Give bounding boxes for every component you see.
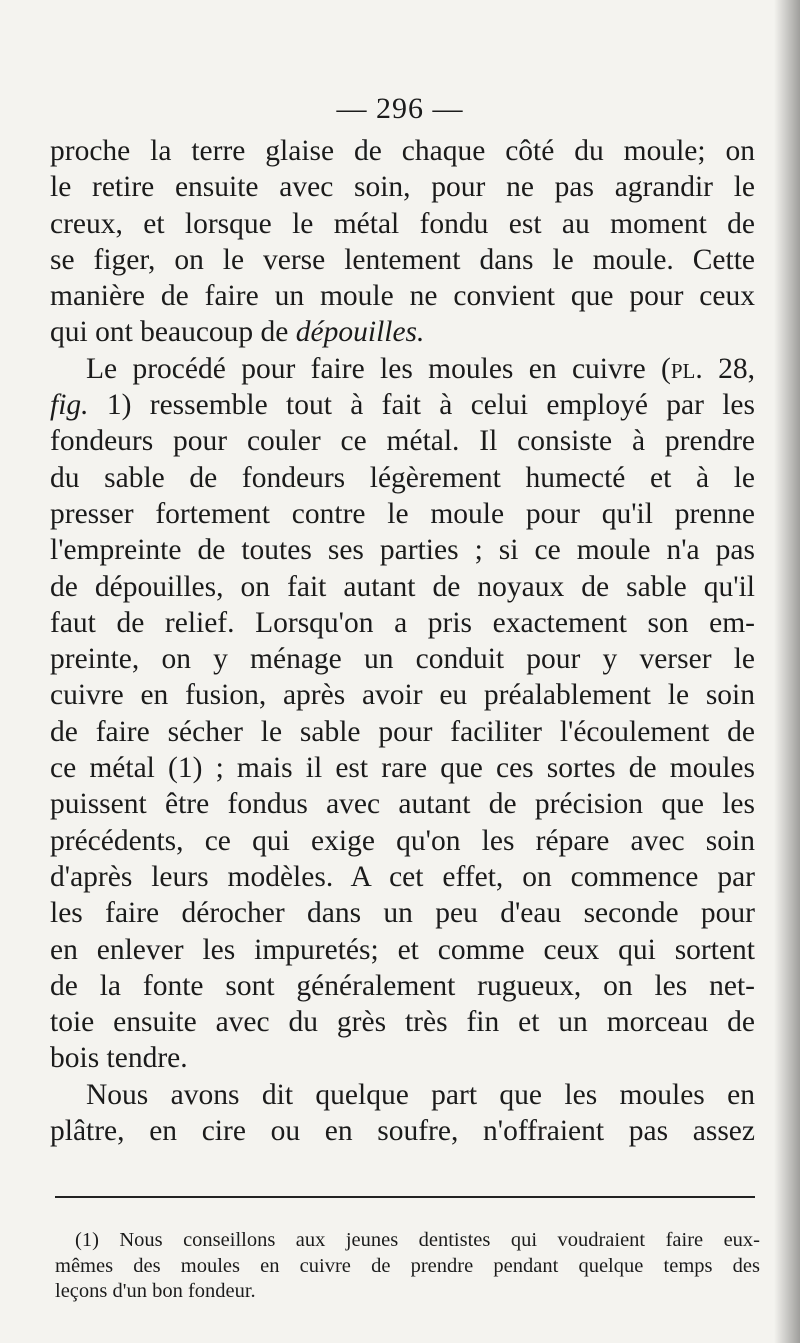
text-line: se figer, on le verse lentement dans le moule. Cette xyxy=(50,243,755,276)
text-line: l'empreinte de toutes ses parties ; si ce moule n'a pas xyxy=(50,534,755,567)
page-gutter-shadow xyxy=(774,0,800,1343)
text-line: de la fonte sont généralement rugueux, on les net- xyxy=(50,969,755,1002)
text-line: d'après leurs modèles. A cet effet, on commence par xyxy=(50,860,755,893)
footnote xyxy=(55,1228,760,1305)
text-line: de faire sécher le sable pour faciliter l'écoulement de xyxy=(50,715,755,748)
text-line: creux, et lorsque le métal fondu est au moment de xyxy=(50,207,755,240)
text-line: faut de relief. Lorsqu'on a pris exactement son em- xyxy=(50,606,755,639)
text-line xyxy=(50,314,755,350)
text-line: bois tendre. xyxy=(50,1042,188,1075)
body-text xyxy=(50,133,755,1149)
text-line: les faire dérocher dans un peu d'eau seconde pour xyxy=(50,897,755,930)
footnote-line: mêmes des moules en cuivre de prendre pendant quelque temps des xyxy=(55,1254,760,1277)
text-line: le retire ensuite avec soin, pour ne pas agrandir le xyxy=(50,171,755,204)
italic-term: dépouilles. xyxy=(295,316,425,349)
text-fragment: qui ont beaucoup de xyxy=(50,316,296,349)
text-line: fondeurs pour couler ce métal. Il consiste à prendre xyxy=(50,425,755,458)
text-line: toie ensuite avec du grès très fin et un morceau de xyxy=(50,1006,755,1039)
text-fragment: 28, xyxy=(702,352,755,385)
text-line: en enlever les impuretés; et comme ceux qui sortent xyxy=(50,933,755,966)
text-line: Nous avons dit quelque part que les moules en xyxy=(86,1078,755,1111)
text-line xyxy=(50,351,755,387)
text-line: presser fortement contre le moule pour qu'il prenne xyxy=(50,497,755,530)
text-line: précédents, ce qui exige qu'on les répare avec soin xyxy=(50,824,755,857)
text-line: ce métal (1) ; mais il est rare que ces sortes de moules xyxy=(50,752,755,785)
text-line: cuivre en fusion, après avoir eu préalablement le soin xyxy=(50,679,755,712)
text-fragment: 1) ressemble tout à fait à celui employé par les xyxy=(88,389,755,422)
text-line: du sable de fondeurs légèrement humecté et à le xyxy=(50,461,755,494)
text-line: plâtre, en cire ou en soufre, n'offraient pas assez xyxy=(50,1115,755,1148)
text-fragment: Le procédé pour faire les moules en cuivre ( xyxy=(86,352,671,385)
plate-reference: pl. xyxy=(670,352,703,385)
text-line: de dépouilles, on fait autant de noyaux de sable qu'il xyxy=(50,570,755,603)
footnote-line: (1) Nous conseillons aux jeunes dentistes qui voudraient faire eux- xyxy=(75,1229,760,1251)
footnote-separator xyxy=(55,1196,755,1198)
text-line: proche la terre glaise de chaque côté du moule; on xyxy=(50,135,755,167)
footnote-line: leçons d'un bon fondeur. xyxy=(55,1280,256,1302)
text-line: puissent être fondus avec autant de précision que les xyxy=(50,788,755,821)
figure-reference: fig. xyxy=(50,389,89,422)
text-line: preinte, on y ménage un conduit pour y verser le xyxy=(50,643,755,676)
page-number: — 296 — xyxy=(336,92,464,125)
text-line xyxy=(50,387,755,423)
text-line: manière de faire un moule ne convient que pour ceux xyxy=(50,280,755,313)
